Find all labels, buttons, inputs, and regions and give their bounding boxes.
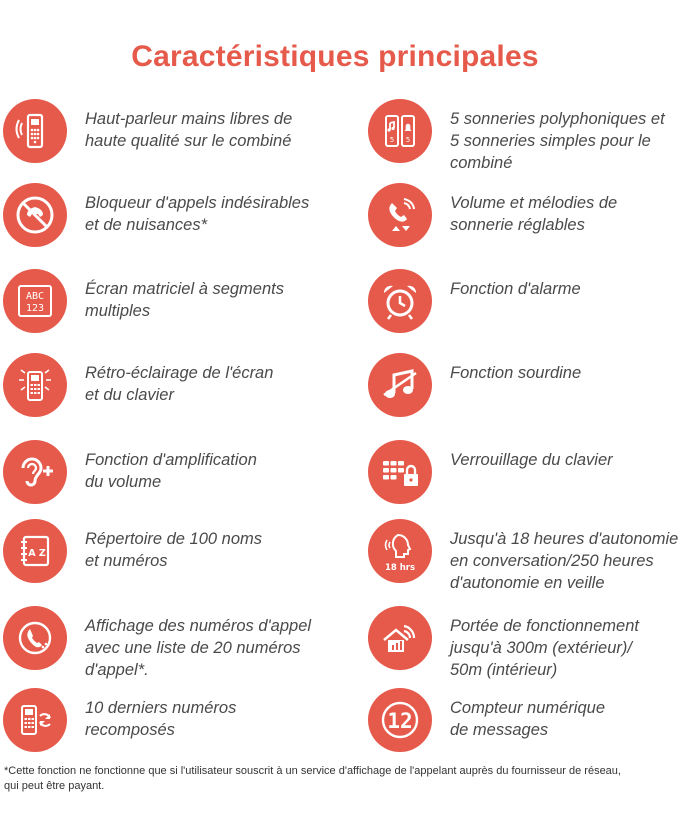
feature-text: 10 derniers numéros recomposés xyxy=(85,699,237,739)
icon-label: ABC xyxy=(25,291,45,302)
feature-call-blocker xyxy=(3,183,309,247)
redial-icon xyxy=(3,688,67,752)
feature-text: Bloqueur d'appels indésirables et de nuisances* xyxy=(85,194,310,234)
icon-label: 123 xyxy=(25,303,45,314)
volume-melody-icon xyxy=(368,183,432,247)
dot-matrix-display-icon xyxy=(3,269,67,333)
feature-text: Fonction d'amplification du volume xyxy=(85,451,257,491)
backlit-phone-icon xyxy=(3,353,67,417)
feature-ringtones xyxy=(368,99,665,174)
talk-time-icon xyxy=(368,519,432,583)
feature-amplification xyxy=(3,440,257,504)
message-counter-icon xyxy=(368,688,432,752)
footnote: *Cette fonction ne fonctionne que si l'utilisateur souscrit à un service d'affichage de l'appelant auprès du fournisseur de réseau, qui peut être payant. xyxy=(4,765,621,792)
feature-text: Fonction sourdine xyxy=(450,364,582,382)
feature-text: Affichage des numéros d'appel avec une liste de 20 numéros d'appel*. xyxy=(85,617,312,679)
feature-text: Volume et mélodies de sonnerie réglables xyxy=(450,194,618,234)
svg-text:5: 5 xyxy=(389,136,395,144)
feature-range xyxy=(368,606,639,681)
icon-label: A Z xyxy=(28,548,46,559)
hearing-amplification-icon xyxy=(3,440,67,504)
feature-text: Fonction d'alarme xyxy=(450,280,581,298)
feature-text: Jusqu'à 18 heures d'autonomie en conversation/250 heures d'autonomie en veille xyxy=(450,530,679,592)
phonebook-icon xyxy=(3,519,67,583)
alarm-clock-icon xyxy=(368,269,432,333)
icon-label: 12 xyxy=(387,709,413,733)
keypad-lock-icon xyxy=(368,440,432,504)
feature-text: Rétro-éclairage de l'écran et du clavier xyxy=(85,364,274,404)
feature-text: Écran matriciel à segments multiples xyxy=(85,280,284,320)
feature-text: Verrouillage du clavier xyxy=(450,451,613,469)
feature-dot-matrix xyxy=(3,269,284,333)
feature-mute xyxy=(368,353,581,417)
caller-id-icon xyxy=(3,606,67,670)
feature-text: Haut-parleur mains libres de haute qualité sur le combiné xyxy=(85,110,293,150)
feature-text: Répertoire de 100 noms et numéros xyxy=(85,530,263,570)
feature-message-counter xyxy=(368,688,605,752)
speakerphone-icon xyxy=(3,99,67,163)
feature-speakerphone xyxy=(3,99,292,163)
icon-label: 18 hrs xyxy=(384,563,416,573)
feature-talk-time xyxy=(368,519,678,594)
feature-text: Portée de fonctionnement jusqu'à 300m (extérieur)/ 50m (intérieur) xyxy=(450,617,639,679)
feature-caller-id xyxy=(3,606,311,681)
feature-text: Compteur numérique de messages xyxy=(450,699,605,739)
mute-icon xyxy=(368,353,432,417)
ringtones-icon xyxy=(368,99,432,163)
feature-backlight xyxy=(3,353,273,417)
svg-text:5: 5 xyxy=(405,136,411,144)
feature-alarm xyxy=(368,269,581,333)
call-blocker-icon xyxy=(3,183,67,247)
feature-redial xyxy=(3,688,236,752)
page-title: Caractéristiques principales xyxy=(131,40,539,73)
feature-phonebook xyxy=(3,519,262,583)
feature-keypad-lock xyxy=(368,440,613,504)
feature-text: 5 sonneries polyphoniques et 5 sonneries simples pour le combiné xyxy=(450,110,665,172)
range-icon xyxy=(368,606,432,670)
feature-volume-melody xyxy=(368,183,617,247)
